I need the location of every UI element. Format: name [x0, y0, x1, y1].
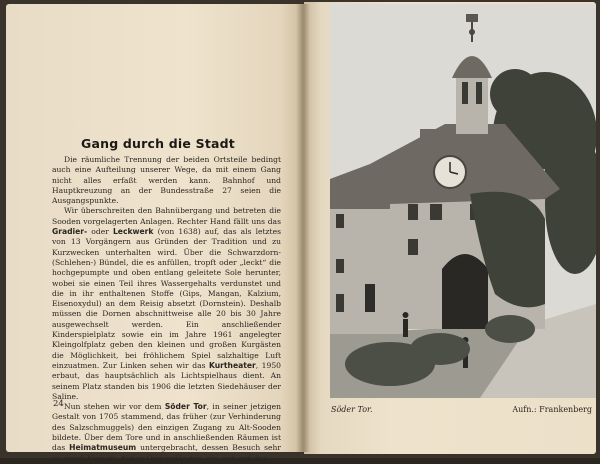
bold-term: Leckwerk — [112, 227, 154, 237]
bold-term: Kurtheater — [209, 360, 256, 370]
text-run: , in seiner jetzigen Gestalt von 1705 stammend, das früher (zur Verhinderung des Salzschmuggels) den einzigen Zugang zu Alt-Sooden bildete. Über dem Tore und in anschließenden Räumen ist das — [52, 402, 281, 453]
text-run: , 1950 erbaut, das hauptsächlich als Lichtspielhaus dient. An seinem Platz standen bis 1906 die letzten Siedehäuser der Saline. — [52, 360, 281, 401]
paragraph-3 — [52, 402, 281, 464]
page-title: Gang durch die Stadt — [81, 136, 235, 151]
text-run: Die räumliche Trennung der beiden Ortsteile bedingt auch eine Aufteilung unserer Wege, da mit einem Gang nicht alles erfaßt werden kann. Bahnhof und Hauptkreuzung an der Bundesstraße 27 seien die Ausgangspunkte. — [52, 155, 281, 206]
gate-arch — [442, 254, 488, 329]
paragraph-2 — [52, 206, 281, 402]
body-text — [52, 155, 281, 464]
text-run: untergebracht, dessen Besuch sehr zu empfehlen ist. Außer Gegenständen, die sich auf das — [52, 443, 282, 463]
photo-caption: Söder Tor. — [331, 405, 373, 414]
photo-soeder-tor — [330, 4, 596, 398]
bold-term: Gradier- — [52, 227, 88, 237]
photo-credit: Aufn.: Frankenberg — [512, 405, 592, 414]
paragraph-1 — [52, 155, 281, 206]
text-run: Nun stehen wir vor dem — [64, 402, 165, 412]
photo-illustration — [330, 4, 596, 398]
bold-term: Heimatmuseum — [69, 443, 137, 453]
text-run: oder — [87, 227, 113, 237]
bold-term: Söder Tor — [164, 402, 207, 412]
page-number: 24 — [53, 399, 64, 409]
text-run: Wir überschreiten den Bahnübergang und betreten die Sooden vorgelagerten Anlagen. Rechter Hand fällt uns das — [52, 206, 281, 226]
text-run: (von 1638) auf, das als letztes von 13 Vorgängern aus Gründen der Tradition und zu Kurzwecken unterhalten wird. Über die Schwarzdorn-(Schlehen-) Bündel, die es anfüllen, tropft oder „leckt“ die hochgepumpte und oben entlang geleitete Sole herunter, wobei sie einen Teil ihres Wassergehalts verdunstet und die in ihr enthaltenen Stoffe (Gips, Mangan, Kalzium, Eisenoxydul) an dem Reisig absetzt (Dornstein). Deshalb müssen die Dornen abschnittweise alle 20 bis 30 Jahre ausgewechselt werden. Ein anschließender Kinderspielplatz sowie ein im Jahre 1961 angelegter Kleingolfplatz geben den kleinen und großen Kurgästen die Möglichkeit, bei fröhlichem Spiel salzhaltige Luft einzuatmen. Zur Linken sehen wir das — [52, 227, 281, 370]
book-gutter — [296, 4, 310, 452]
